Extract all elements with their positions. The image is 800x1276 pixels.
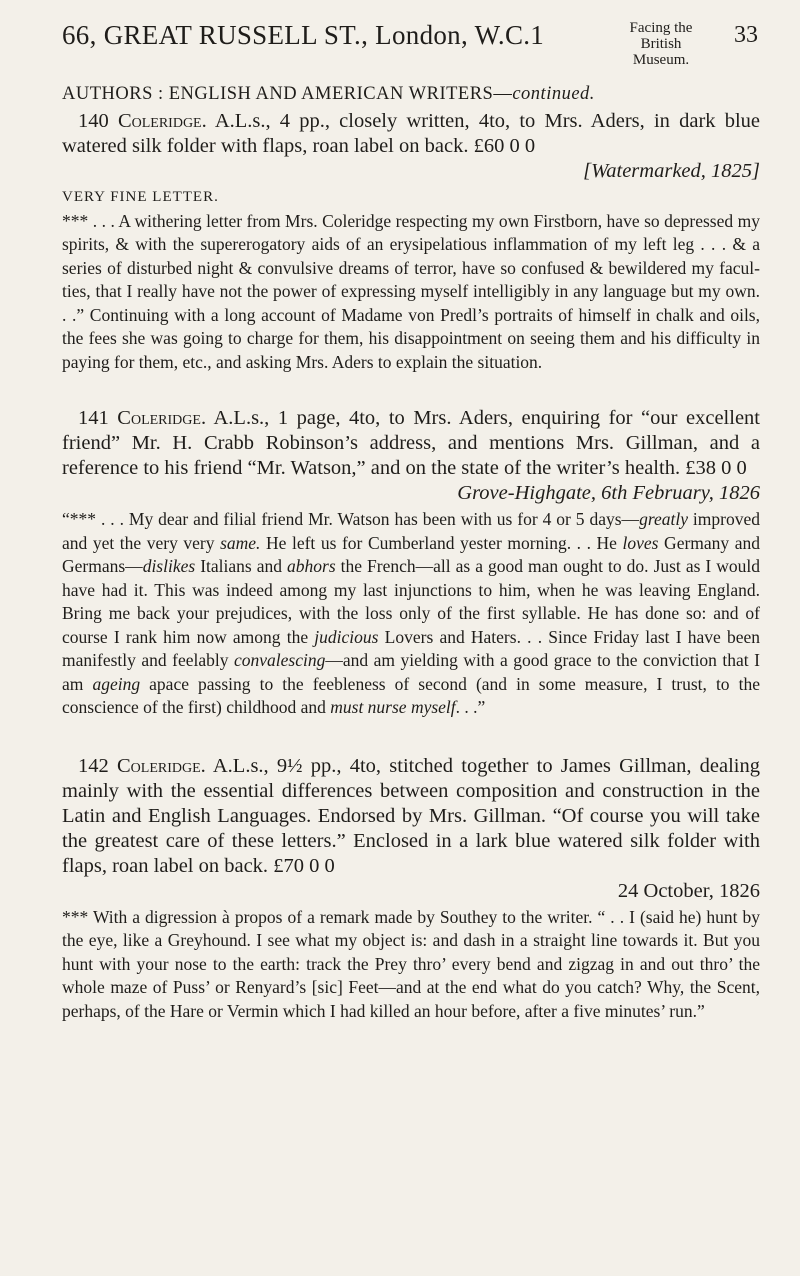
lot-description: A.L.s., 9½ pp., 4to, stitched together to James Gillman, dealing mainly with the essential differences between composition and construction in the Latin and English Languages. Endorsed by Mrs. Gillman. “Of course you will take the greatest care of these letters.” Enclosed in a lark blue watered silk folder with flaps, roan label on back.	[62, 754, 761, 877]
lot-price: £70 0 0	[273, 854, 335, 877]
quote-emphasis: abhors	[287, 556, 336, 576]
lot-description: A.L.s., 4 pp., closely written, 4to, to Mrs. Aders, in dark blue watered silk folder with flaps, roan label on back.	[62, 110, 761, 157]
lot-price: £38 0 0	[685, 457, 747, 479]
lot-author: Coleridge.	[116, 754, 206, 777]
facing-note	[611, 20, 711, 68]
quote-part: Lovers and Haters. . . Since Friday last I have been manifestly and feelably	[62, 626, 760, 670]
quote-text: *** . . . A withering letter from Mrs. Coleridge respecting my own Firstborn, have so depressed my spirits, & with the supererogatory aids of an erysipelatious inflammation of my left leg . . . & a series of disturbed night & convulsive dreams of terror, have so confused & bewildered my faculties, that I really have not the power of expressing myself intelligibly in any language but my own. . .” Continuing with a long account of Madame von Predl’s portraits of himself in chalk and oils, the fees she was going to charge for them, his disappointment on seeing them and his difficulty in paying for them, etc., and asking Mrs. Aders to explain the situation.	[62, 210, 760, 372]
section-heading-continued: continued.	[512, 84, 595, 104]
facing-note-line2: British Museum.	[632, 36, 690, 68]
section-heading	[62, 84, 760, 105]
lot-number: 141	[78, 407, 109, 429]
lot-142	[62, 754, 760, 879]
facing-note-line1: Facing the	[629, 20, 693, 36]
lot-140	[62, 109, 760, 159]
quote-emphasis: greatly	[639, 509, 688, 529]
lot-141-quote	[62, 508, 760, 720]
quote-emphasis: judicious	[314, 626, 379, 647]
running-head: 66, GREAT RUSSELL ST., London, W.C.1	[62, 20, 545, 50]
section-heading-main: AUTHORS : ENGLISH AND AMERICAN WRITERS—	[62, 84, 513, 104]
quote-part: improved and yet the very very	[62, 509, 760, 553]
quote-part: Germany and Germans—	[62, 532, 761, 576]
quote-part: —and am yielding with a good grace to the conviction that I am	[62, 650, 760, 694]
quote-part: Italians and	[195, 556, 288, 576]
quote-part: . . .”	[455, 697, 486, 717]
page-number: 33	[734, 22, 758, 48]
quote-label: VERY FINE LETTER.	[62, 189, 219, 205]
quote-emphasis: must nurse myself	[330, 697, 456, 717]
lot-price: £60 0 0	[473, 135, 536, 157]
lot-author: Coleridge.	[117, 110, 207, 132]
quote-part: “*** . . . My dear and filial friend Mr. Watson has been with us for 4 or 5 days—	[62, 509, 640, 529]
lot-141-place-date: Grove-Highgate, 6th February, 1826	[457, 482, 760, 504]
lot-number: 140	[78, 110, 109, 132]
quote-emphasis: dislikes	[142, 556, 196, 576]
quote-emphasis: convalescing	[233, 650, 326, 670]
lot-140-note: [Watermarked, 1825]	[583, 160, 760, 182]
quote-emphasis: loves	[622, 532, 659, 553]
lot-140-quote	[62, 186, 760, 374]
quote-part: the French—all as a good man ought to do. Just as I would have had it. This was indeed among my last injunctions to him, when he was leaving England. Bring me back your prejudices, with the loss only of the first syllable. He has done so: and of course I rank him now among the	[62, 556, 760, 647]
lot-number: 142	[78, 754, 109, 777]
lot-author: Coleridge.	[117, 407, 207, 429]
lot-141	[62, 406, 760, 481]
quote-part: He left us for Cumberland yester morning. . . He	[260, 532, 623, 553]
quote-emphasis: ageing	[92, 673, 141, 694]
quote-emphasis: same.	[220, 532, 261, 553]
quote-part: apace passing to the feebleness of second (and in some measure, I trust, to the conscience of the first) childhood and	[62, 673, 760, 717]
lot-142-date: 24 October, 1826	[617, 879, 760, 902]
lot-142-quote: *** With a digression à propos of a remark made by Southey to the writer. “ . . I (said he) hunt by the eye, like a Greyhound. I see what my object is: and dash in a straight line towards it. But you hunt with your nose to the earth: track the Prey thro’ every bend and zigzag in and out thro’ the whole maze of Puss’ or Renyard’s [sic] Feet—and at the end what do you catch? Why, the Scent, perhaps, of the Hare or Vermin which I had killed an hour before, after a five minutes’ run.”	[62, 906, 760, 1021]
page-header	[62, 10, 760, 70]
lot-description: A.L.s., 1 page, 4to, to Mrs. Aders, enquiring for “our excellent friend” Mr. H. Crabb Robinson’s address, and mentions Mrs. Gillman, and a reference to his friend “Mr. Watson,” and on the state of the writer’s health.	[62, 407, 760, 479]
